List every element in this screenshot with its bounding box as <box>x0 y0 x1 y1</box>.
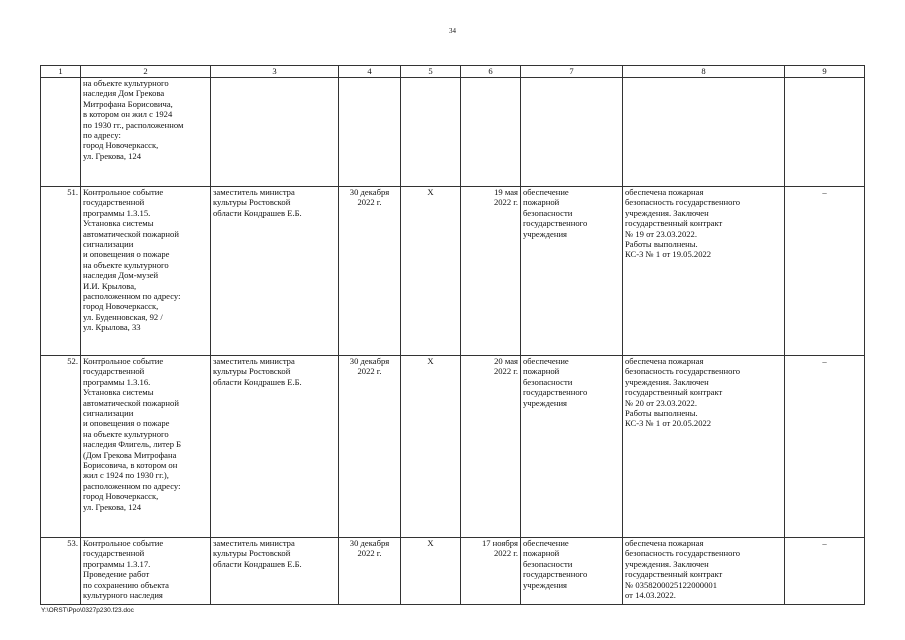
table-row-continuation <box>41 78 865 187</box>
cell-reasons: – <box>785 187 865 356</box>
table-row <box>41 538 865 605</box>
file-path-footer: Y:\ORST\Ppo\0327p230.f23.doc <box>41 607 134 614</box>
cell-actual-result <box>623 78 785 187</box>
cell-event-description: Контрольное событие государственной программы 1.3.17. Проведение работ по сохранению объекта культурного наследия <box>81 538 211 605</box>
cell-planned-date: 30 декабря 2022 г. <box>339 538 401 605</box>
cell-col5: X <box>401 538 461 605</box>
cell-event-description: на объекте культурного наследия Дом Грекова Митрофана Борисовича, в котором он жил с 1924 по 1930 гг., расположенном по адресу: город Новочеркасск, ул. Грекова, 124 <box>81 78 211 187</box>
cell-expected-result: обеспечение пожарной безопасности государственного учреждения <box>521 187 623 356</box>
cell-responsible: заместитель министра культуры Ростовской области Кондрашев Е.Б. <box>211 538 339 605</box>
cell-actual-date: 19 мая 2022 г. <box>461 187 521 356</box>
column-number-header: 6 <box>461 66 521 78</box>
cell-event-description: Контрольное событие государственной программы 1.3.16. Установка системы автоматической пожарной сигнализации и оповещения о пожаре на объекте культурного наследия Флигель, литер Б (Дом Грекова Митрофана Борисовича, в котором он жил с 1924 по 1930 гг.), расположенном по адресу: город Новочеркасск, ул. Грекова, 124 <box>81 356 211 538</box>
cell-planned-date: 30 декабря 2022 г. <box>339 356 401 538</box>
column-number-header: 1 <box>41 66 81 78</box>
cell-responsible: заместитель министра культуры Ростовской области Кондрашев Е.Б. <box>211 356 339 538</box>
cell-col5 <box>401 78 461 187</box>
cell-actual-result: обеспечена пожарная безопасность государственного учреждения. Заключен государственный контракт № 20 от 23.03.2022. Работы выполнены. КС-3 № 1 от 20.05.2022 <box>623 356 785 538</box>
column-number-header: 7 <box>521 66 623 78</box>
cell-event-description: Контрольное событие государственной программы 1.3.15. Установка системы автоматической пожарной сигнализации и оповещения о пожаре на объекте культурного наследия Дом-музей И.И. Крылова, расположенном по адресу: город Новочеркасск, ул. Буденновская, 92 / ул. Крылова, 33 <box>81 187 211 356</box>
cell-expected-result: обеспечение пожарной безопасности государственного учреждения <box>521 538 623 605</box>
cell-col5: X <box>401 356 461 538</box>
cell-actual-result: обеспечена пожарная безопасность государственного учреждения. Заключен государственный контракт № 0358200025122000001 от 14.03.2022. <box>623 538 785 605</box>
column-number-header: 8 <box>623 66 785 78</box>
table-row <box>41 187 865 356</box>
cell-expected-result: обеспечение пожарной безопасности государственного учреждения <box>521 356 623 538</box>
column-number-header: 2 <box>81 66 211 78</box>
column-number-header: 4 <box>339 66 401 78</box>
cell-responsible: заместитель министра культуры Ростовской области Кондрашев Е.Б. <box>211 187 339 356</box>
column-number-header: 5 <box>401 66 461 78</box>
cell-actual-result: обеспечена пожарная безопасность государственного учреждения. Заключен государственный контракт № 19 от 23.03.2022. Работы выполнены. КС-3 № 1 от 19.05.2022 <box>623 187 785 356</box>
cell-actual-date <box>461 78 521 187</box>
cell-planned-date: 30 декабря 2022 г. <box>339 187 401 356</box>
cell-actual-date: 17 ноября 2022 г. <box>461 538 521 605</box>
table-row <box>41 356 865 538</box>
cell-expected-result <box>521 78 623 187</box>
report-table <box>40 65 865 605</box>
column-number-row <box>41 66 865 78</box>
cell-responsible <box>211 78 339 187</box>
page-number: 34 <box>449 27 456 35</box>
cell-actual-date: 20 мая 2022 г. <box>461 356 521 538</box>
cell-number: 51. <box>41 187 81 356</box>
cell-reasons <box>785 78 865 187</box>
cell-number: 53. <box>41 538 81 605</box>
column-number-header: 3 <box>211 66 339 78</box>
cell-reasons: – <box>785 356 865 538</box>
column-number-header: 9 <box>785 66 865 78</box>
cell-number <box>41 78 81 187</box>
cell-number: 52. <box>41 356 81 538</box>
cell-col5: X <box>401 187 461 356</box>
cell-reasons: – <box>785 538 865 605</box>
cell-planned-date <box>339 78 401 187</box>
